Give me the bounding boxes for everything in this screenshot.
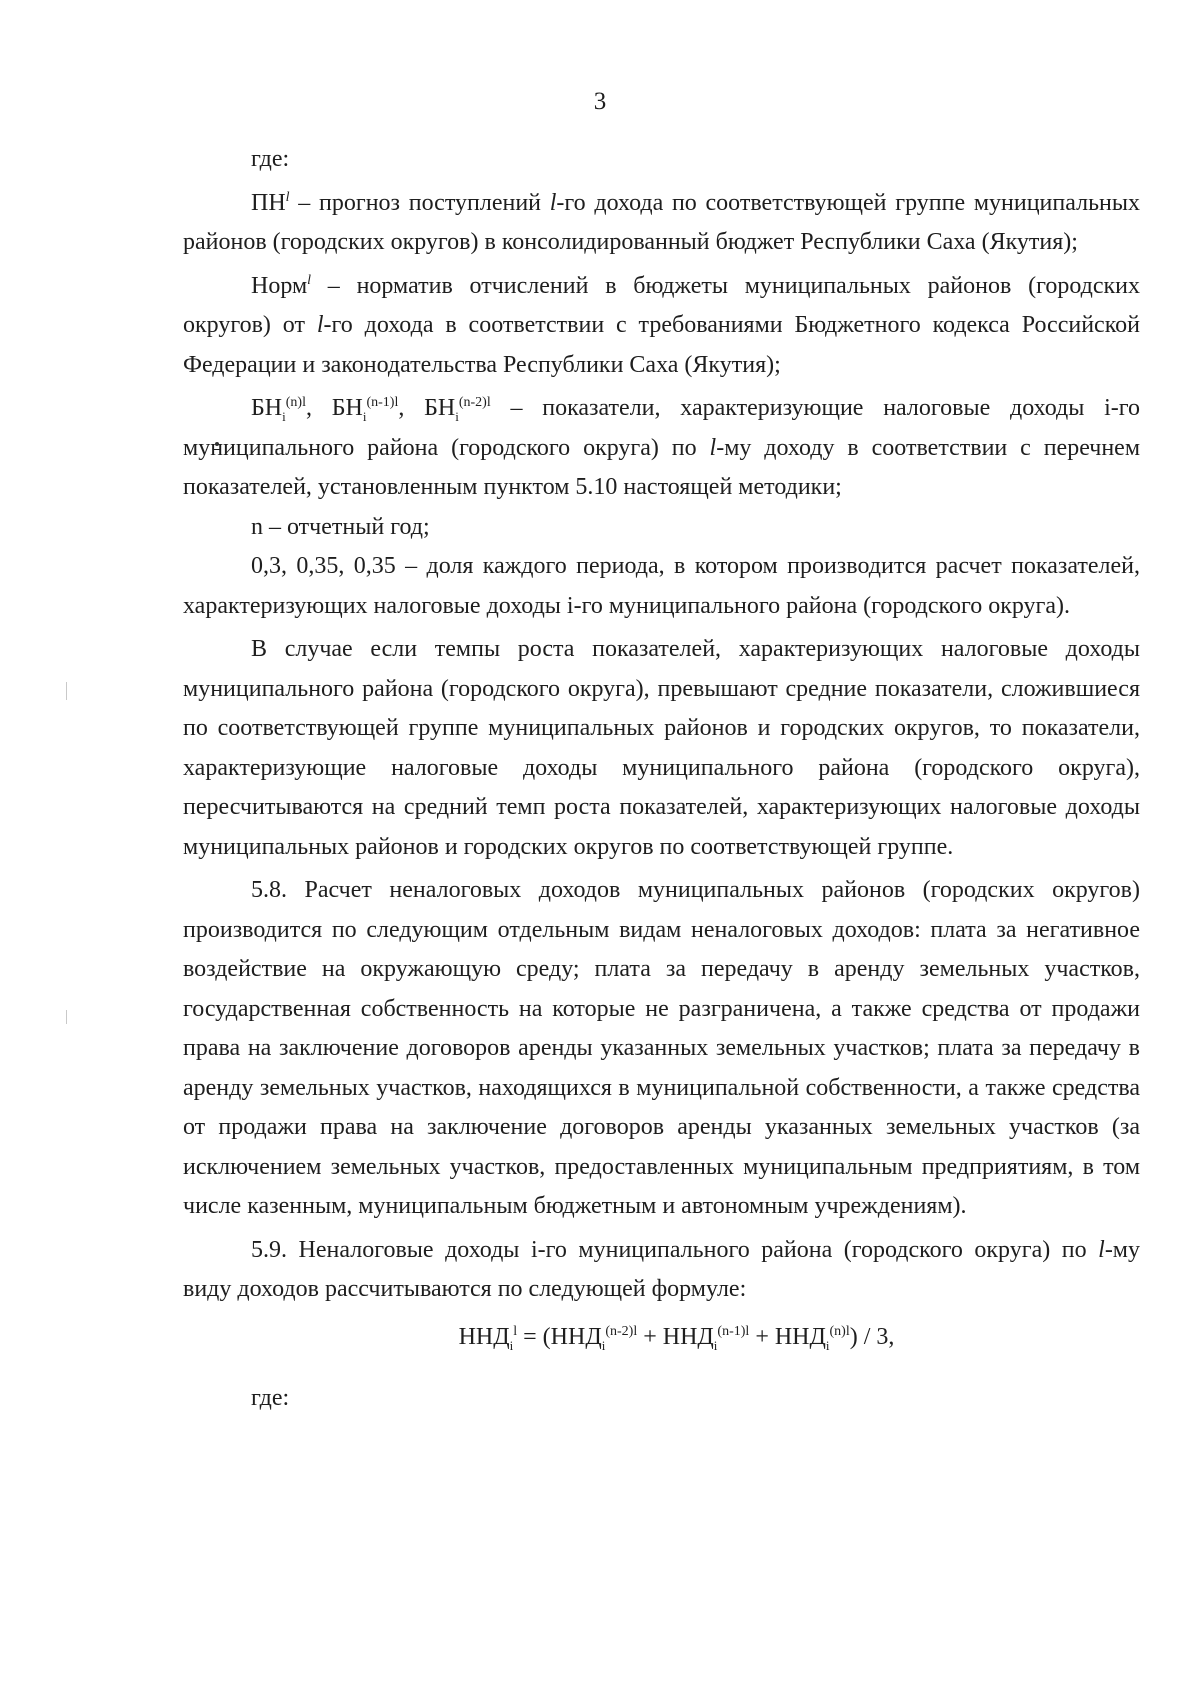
symbol-bn: БН [251,395,283,421]
definition-shares: 0,3, 0,35, 0,35 – доля каждого периода, в котором производится расчет показателей, характеризующих налоговые доходы i-го муниципального района (городского округа). [183,553,1140,619]
where-label: где: [251,146,290,172]
definition-text: – прогноз поступлений [289,189,550,216]
definition-norm [183,267,1140,386]
symbol-sup: (n-2)l [458,395,491,410]
symbol-pn: ПН [251,189,286,216]
separator: , [398,395,425,421]
formula-term: = (ННД [517,1323,602,1350]
separator: , [305,395,332,421]
symbol-norm: Норм [251,272,308,299]
paragraph-text: -му виду доходов рассчитываются по следующей формуле: [183,1236,1140,1302]
paragraph-text: 5.9. Неналоговые доходы i-го муниципального района (городского округа) по [251,1236,1099,1263]
where-label: где: [251,1385,290,1411]
variable-l: l [709,434,717,461]
definition-bn [183,389,1140,508]
symbol-sub: i [362,408,367,424]
formula-sup: (n-2)l [605,1323,638,1339]
definition-n: n – отчетный год; [251,513,430,540]
formula-sub: i [601,1337,606,1353]
symbol-sup: l [307,272,312,288]
symbol-sub: i [282,408,286,424]
formula-sup: (n-1)l [717,1323,750,1339]
formula-term: ННД [458,1323,510,1350]
definition-pn [183,184,1140,263]
variable-l: l [1098,1236,1105,1263]
scan-artifact [66,1010,67,1024]
definition-text: – показатели, характеризующие налоговые доходы i-го муниципального района (городского округа) по [183,395,1140,461]
document-body [183,140,1140,1419]
formula-term: ) / 3, [849,1323,895,1350]
symbol-bn: БН [424,395,456,421]
symbol-sup: (n-1)l [366,395,399,410]
formula-term: + ННД [749,1323,826,1350]
formula-sub: i [825,1337,830,1353]
formula-sub: i [509,1337,514,1353]
formula-sup: (n)l [829,1323,850,1339]
symbol-bn: БН [331,395,363,421]
definition-text: -го дохода в соответствии с требованиями Бюджетного кодекса Российской Федерации и законодательства Республики Саха (Якутия); [183,312,1140,378]
page-number: 3 [593,88,607,115]
symbol-sup: (n)l [285,395,306,410]
paragraph-growth-case: В случае если темпы роста показателей, характеризующих налоговые доходы муниципального района (городского округа), превышают средние показатели, сложившиеся по соответствующей группе муниципальных районов и городских округов, то показатели, характеризующие налоговые доходы муниципального района (городского округа), пересчитываются на средний темп роста показателей, характеризующих налоговые доходы муниципальных районов и городских округов по соответствующей группе. [183,636,1140,860]
symbol-sup: l [285,189,290,205]
formula-sub: i [713,1337,718,1353]
paragraph-5-8: 5.8. Расчет неналоговых доходов муниципальных районов (городских округов) производится по следующим отдельным видам неналоговых доходов: плата за негативное воздействие на окружающую среду; плата за передачу в аренду земельных участков, государственная собственность на которые не разграничена, а также средства от продажи права на заключение договоров аренды указанных земельных участков; плата за передачу в аренду земельных участков, находящихся в муниципальной собственности, а также средства от продажи права на заключение договоров аренды указанных земельных участков (за исключением земельных участков, предоставленных муниципальным предприятиям, в том числе казенным, муниципальным бюджетным и автономным учреждениям). [183,877,1140,1219]
symbol-sub: i [455,408,459,424]
formula-sup: l [513,1323,518,1339]
definition-text: -го дохода по соответствующей группе муниципальных районов (городских округов) в консолидированный бюджет Республики Саха (Якутия); [183,189,1140,255]
variable-l: l [549,189,557,216]
definition-text: -му доходу в соответствии с перечнем показателей, установленным пунктом 5.10 настоящей методики; [183,434,1141,500]
paragraph-5-9 [183,1231,1140,1310]
scan-artifact [66,682,67,700]
formula-term: + ННД [637,1323,714,1350]
formula-nnd [183,1318,1140,1358]
variable-l: l [316,312,324,338]
definition-text: – норматив отчислений в бюджеты муниципальных районов (городских округов) от [183,272,1140,338]
